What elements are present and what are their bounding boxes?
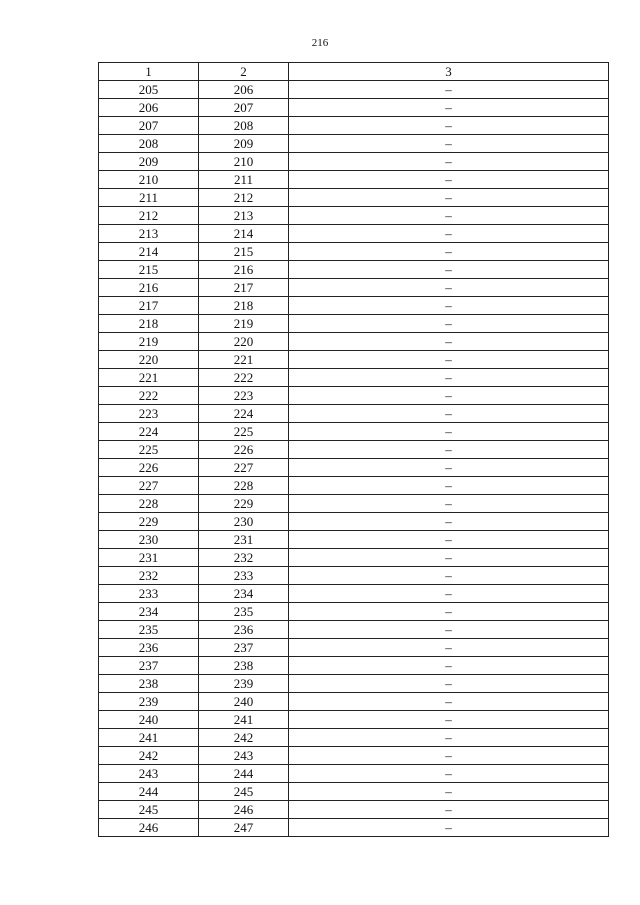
table-cell-col-2: 206 [199, 81, 289, 99]
table-cell-col-2: 239 [199, 675, 289, 693]
table-cell-col-3: – [289, 585, 609, 603]
table-cell-col-3: – [289, 549, 609, 567]
table-cell-col-1: 220 [99, 351, 199, 369]
table-row [99, 495, 609, 513]
table-row [99, 459, 609, 477]
data-table [98, 62, 609, 837]
table-cell-col-3: – [289, 513, 609, 531]
table-body [99, 81, 609, 837]
table-cell-col-3: – [289, 783, 609, 801]
table-header-row [99, 63, 609, 81]
table-cell-col-2: 240 [199, 693, 289, 711]
table-cell-col-2: 246 [199, 801, 289, 819]
page-number: 216 [311, 37, 329, 49]
table-cell-col-2: 207 [199, 99, 289, 117]
table-cell-col-1: 229 [99, 513, 199, 531]
table-cell-col-3: – [289, 729, 609, 747]
table-row [99, 369, 609, 387]
table-header [99, 63, 609, 81]
table-cell-col-2: 236 [199, 621, 289, 639]
table-cell-col-1: 246 [99, 819, 199, 837]
table-cell-col-2: 238 [199, 657, 289, 675]
table-cell-col-1: 227 [99, 477, 199, 495]
table-cell-col-1: 242 [99, 747, 199, 765]
table-cell-col-3: – [289, 567, 609, 585]
table-cell-col-3: – [289, 405, 609, 423]
table-row [99, 261, 609, 279]
table-row [99, 585, 609, 603]
table-row [99, 621, 609, 639]
table-cell-col-3: – [289, 333, 609, 351]
table-cell-col-3: – [289, 297, 609, 315]
table-row [99, 99, 609, 117]
table-cell-col-1: 205 [99, 81, 199, 99]
table-cell-col-3: – [289, 279, 609, 297]
table-cell-col-3: – [289, 675, 609, 693]
table-cell-col-1: 219 [99, 333, 199, 351]
column-header-3: 3 [289, 63, 609, 81]
table-cell-col-3: – [289, 621, 609, 639]
table-cell-col-2: 212 [199, 189, 289, 207]
table-cell-col-1: 226 [99, 459, 199, 477]
table-cell-col-1: 243 [99, 765, 199, 783]
table-row [99, 477, 609, 495]
table-cell-col-2: 232 [199, 549, 289, 567]
table-cell-col-1: 214 [99, 243, 199, 261]
table-cell-col-1: 239 [99, 693, 199, 711]
table-row [99, 729, 609, 747]
table-cell-col-3: – [289, 243, 609, 261]
table-row [99, 405, 609, 423]
table-cell-col-3: – [289, 801, 609, 819]
table-row [99, 279, 609, 297]
table-cell-col-1: 234 [99, 603, 199, 621]
table-row [99, 315, 609, 333]
table-cell-col-2: 216 [199, 261, 289, 279]
table-cell-col-2: 210 [199, 153, 289, 171]
table-row [99, 783, 609, 801]
table-cell-col-3: – [289, 135, 609, 153]
table-row [99, 351, 609, 369]
table-cell-col-3: – [289, 117, 609, 135]
table-cell-col-1: 211 [99, 189, 199, 207]
table-cell-col-1: 228 [99, 495, 199, 513]
table-cell-col-2: 214 [199, 225, 289, 243]
table-cell-col-1: 218 [99, 315, 199, 333]
table-cell-col-3: – [289, 459, 609, 477]
table-cell-col-1: 231 [99, 549, 199, 567]
table-cell-col-2: 217 [199, 279, 289, 297]
table-cell-col-2: 213 [199, 207, 289, 225]
table-cell-col-3: – [289, 153, 609, 171]
table-cell-col-2: 229 [199, 495, 289, 513]
table-cell-col-3: – [289, 99, 609, 117]
table-row [99, 549, 609, 567]
table-cell-col-1: 224 [99, 423, 199, 441]
table-cell-col-1: 240 [99, 711, 199, 729]
table-cell-col-1: 232 [99, 567, 199, 585]
table-cell-col-2: 228 [199, 477, 289, 495]
table-cell-col-1: 225 [99, 441, 199, 459]
table-cell-col-2: 233 [199, 567, 289, 585]
table-cell-col-3: – [289, 189, 609, 207]
table-cell-col-3: – [289, 81, 609, 99]
table-row [99, 675, 609, 693]
table-row [99, 225, 609, 243]
table-row [99, 639, 609, 657]
column-header-1: 1 [99, 63, 199, 81]
table-cell-col-3: – [289, 261, 609, 279]
table-cell-col-1: 210 [99, 171, 199, 189]
table-row [99, 765, 609, 783]
table-cell-col-1: 237 [99, 657, 199, 675]
table-row [99, 603, 609, 621]
table-cell-col-2: 221 [199, 351, 289, 369]
table-row [99, 693, 609, 711]
table-cell-col-1: 213 [99, 225, 199, 243]
table-row [99, 297, 609, 315]
table-row [99, 117, 609, 135]
table-cell-col-2: 243 [199, 747, 289, 765]
table-cell-col-2: 218 [199, 297, 289, 315]
table-cell-col-2: 237 [199, 639, 289, 657]
table-cell-col-2: 208 [199, 117, 289, 135]
table-row [99, 819, 609, 837]
table-row [99, 801, 609, 819]
table-cell-col-1: 238 [99, 675, 199, 693]
table-cell-col-2: 223 [199, 387, 289, 405]
table-cell-col-2: 224 [199, 405, 289, 423]
table-cell-col-1: 209 [99, 153, 199, 171]
table-cell-col-3: – [289, 603, 609, 621]
table-cell-col-1: 235 [99, 621, 199, 639]
table-cell-col-1: 244 [99, 783, 199, 801]
table-cell-col-1: 241 [99, 729, 199, 747]
table-cell-col-1: 245 [99, 801, 199, 819]
table-cell-col-2: 244 [199, 765, 289, 783]
table-cell-col-1: 223 [99, 405, 199, 423]
table-cell-col-3: – [289, 531, 609, 549]
table-row [99, 567, 609, 585]
table-cell-col-1: 215 [99, 261, 199, 279]
table-cell-col-3: – [289, 207, 609, 225]
table-row [99, 441, 609, 459]
table-cell-col-2: 231 [199, 531, 289, 549]
table-row [99, 747, 609, 765]
table-cell-col-2: 230 [199, 513, 289, 531]
table-cell-col-3: – [289, 477, 609, 495]
table-cell-col-1: 217 [99, 297, 199, 315]
table-cell-col-1: 206 [99, 99, 199, 117]
table-cell-col-1: 236 [99, 639, 199, 657]
table-cell-col-2: 247 [199, 819, 289, 837]
table-cell-col-2: 227 [199, 459, 289, 477]
column-header-2: 2 [199, 63, 289, 81]
table-cell-col-3: – [289, 495, 609, 513]
table-row [99, 207, 609, 225]
table-cell-col-2: 245 [199, 783, 289, 801]
table-cell-col-3: – [289, 441, 609, 459]
table-cell-col-3: – [289, 171, 609, 189]
table-row [99, 135, 609, 153]
table-cell-col-2: 219 [199, 315, 289, 333]
table-cell-col-3: – [289, 423, 609, 441]
table-row [99, 243, 609, 261]
table-cell-col-3: – [289, 369, 609, 387]
table-cell-col-2: 211 [199, 171, 289, 189]
table-cell-col-2: 209 [199, 135, 289, 153]
table-row [99, 171, 609, 189]
table-cell-col-2: 220 [199, 333, 289, 351]
table-cell-col-2: 225 [199, 423, 289, 441]
table-row [99, 513, 609, 531]
table-cell-col-3: – [289, 819, 609, 837]
table-row [99, 81, 609, 99]
table-row [99, 387, 609, 405]
table-cell-col-1: 212 [99, 207, 199, 225]
table-row [99, 423, 609, 441]
table-cell-col-3: – [289, 387, 609, 405]
table-cell-col-2: 241 [199, 711, 289, 729]
table-cell-col-1: 216 [99, 279, 199, 297]
table-cell-col-1: 208 [99, 135, 199, 153]
table-cell-col-2: 234 [199, 585, 289, 603]
table-row [99, 189, 609, 207]
table-row [99, 153, 609, 171]
table-cell-col-1: 230 [99, 531, 199, 549]
table-cell-col-3: – [289, 225, 609, 243]
table-cell-col-1: 233 [99, 585, 199, 603]
table-cell-col-3: – [289, 765, 609, 783]
table-cell-col-1: 207 [99, 117, 199, 135]
table-cell-col-3: – [289, 657, 609, 675]
table-cell-col-2: 222 [199, 369, 289, 387]
table-cell-col-3: – [289, 711, 609, 729]
table-row [99, 531, 609, 549]
table-cell-col-3: – [289, 315, 609, 333]
table-row [99, 657, 609, 675]
table-cell-col-2: 242 [199, 729, 289, 747]
table-cell-col-3: – [289, 351, 609, 369]
table-cell-col-3: – [289, 693, 609, 711]
table-cell-col-1: 221 [99, 369, 199, 387]
table-row [99, 711, 609, 729]
table-row [99, 333, 609, 351]
table-cell-col-2: 226 [199, 441, 289, 459]
table-cell-col-3: – [289, 639, 609, 657]
table-cell-col-2: 215 [199, 243, 289, 261]
table-cell-col-3: – [289, 747, 609, 765]
table-cell-col-2: 235 [199, 603, 289, 621]
table-cell-col-1: 222 [99, 387, 199, 405]
